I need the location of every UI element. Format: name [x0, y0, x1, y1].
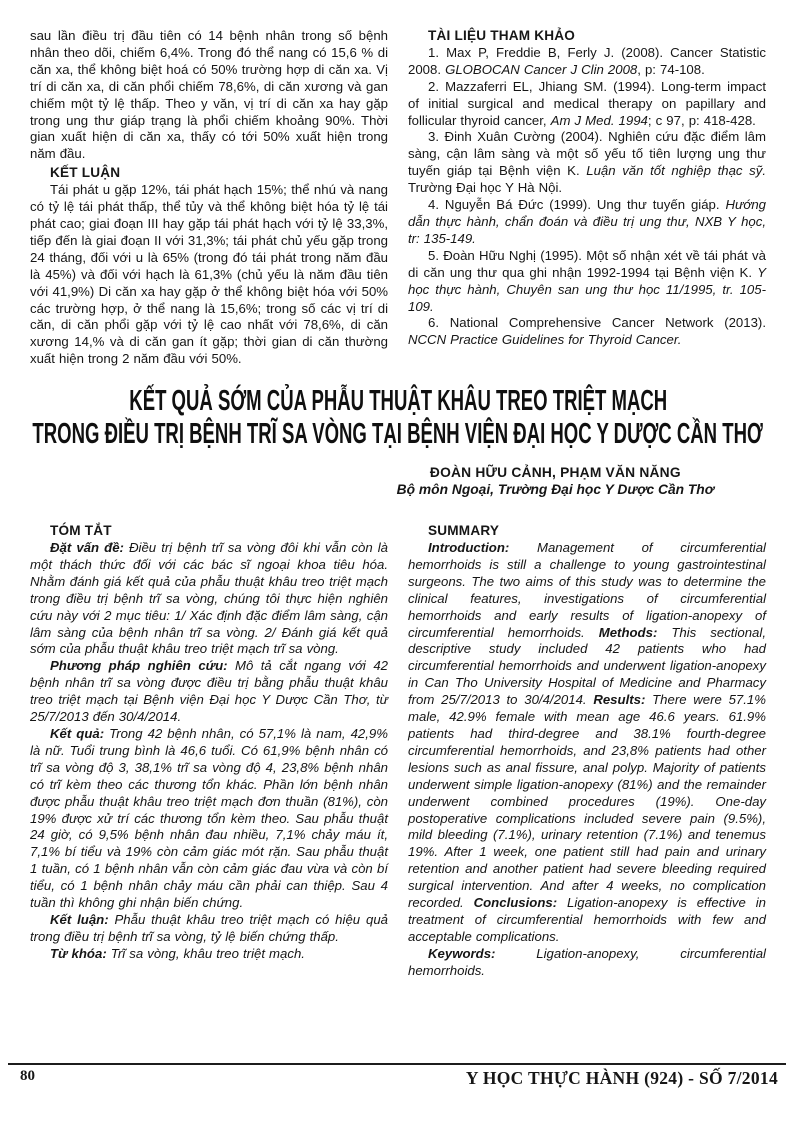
- paragraph-text: Phẫu thuật khâu treo triệt mạch có hiệu quả trong điều trị bệnh trĩ sa vòng, tỷ lệ biến chứng thấp.: [30, 911, 388, 944]
- authors-block: [397, 464, 714, 498]
- abstract-vi-column: [30, 523, 388, 979]
- abstract-en-column: [408, 523, 766, 979]
- paragraph-text: Điều trị bệnh trĩ sa vòng đôi khi vẫn còn là một thách thức đối với các bác sĩ ngoại khoa tiêu hóa. Nhằm đánh giá kết quả của phẫu thuật khâu treo triệt mạch trong điều trị bệnh trĩ sa vòng, chúng tôi thực hiện nghiên cứu này với 2 mục tiêu: 1/ Xác định đặc điểm lâm sàng, cận lâm sàng của bệnh nhân trĩ sa vòng. 2/ Đánh giá kết quả sớm của phẫu thuật khâu treo triệt mạch trĩ sa vòng.: [30, 540, 388, 657]
- abstract-section: [30, 523, 766, 979]
- page-footer: [8, 1063, 786, 1089]
- conclusion-paragraph: Tái phát u gặp 12%, tái phát hạch 15%; thể nhú và nang có tỷ lệ tái phát thấp, thể tủy và thể không biệt hóa tỷ lệ tái phát cao; giai đoạn III hay gặp tái phát hạch với tỷ lệ 33,3%, tiếp đến là giai đoạn II với 31,3%; tái phát chủ yếu gặp trong 24 tháng, đối với u là 65% (trong đó tái phát trong năm đầu là 45%) và đối với hạch là 61,3% (chủ yếu là năm đầu tiên với 41,9%) Di căn xa hay gặp ở thể không biệt hóa với 50% các trường hợp, ở thể nang là 15,6%; trong số các vị trí di căn, di căn phổi gặp với tỷ lệ cao nhất với 78,6%, di căn xương 14,% và di căn gan ít gặp; thời gian di căn thường xuất hiện trong 2 năm đầu với 50%.: [30, 182, 388, 367]
- paragraph-label: Kết luận:: [50, 911, 109, 927]
- paragraph-label: Phương pháp nghiên cứu:: [50, 658, 228, 674]
- abstract-vi-paragraph: [30, 912, 388, 946]
- reference-item: 5. Đoàn Hữu Nghị (1995). Một số nhận xét về tái phát và di căn ung thư qua ghi nhận 1992-1994 tại Bệnh viện K. Y học thực hành, Chuyên san ung thư học 11/1995, tr. 105-109.: [408, 247, 766, 314]
- affiliation-line: Bộ môn Ngoại, Trường Đại học Y Dược Cần Thơ: [396, 482, 714, 498]
- reference-item: 6. National Comprehensive Cancer Network (2013). NCCN Practice Guidelines for Thyroid Cancer.: [408, 315, 766, 348]
- abstract-vi-paragraph: [30, 540, 388, 658]
- reference-item: 1. Max P, Freddie B, Ferly J. (2008). Cancer Statistic 2008. GLOBOCAN Cancer J Clin 2008, p: 74-108.: [408, 44, 766, 77]
- authors-line: ĐOÀN HỮU CẢNH, PHẠM VĂN NĂNG: [429, 465, 681, 481]
- keywords-text: Ligation-anopexy, circumferential hemorrhoids.: [408, 945, 766, 978]
- abstract-vi-keywords: [30, 946, 388, 963]
- abstract-en-body: Introduction: Management of circumferential hemorrhoids is still a challenge to young gastrointestinal surgeons. The two aims of this study was to determine the clinical features, investigations of circumferential hemorrhoids and early results of ligation-anopexy of circumferential hemorrhoids. Methods: This sectional, descriptive study included 42 patients who had circumferential hemorrhoids and underwent ligation-anopexy in Can Tho University Hospital of Medicine and Pharmacy from 25/7/2013 to 30/4/2014. Results: There were 57.1% male, 42.9% female with mean age 46.6 years. 61.9% patients had third-degree and 38.1% fourth-degree circumferential hemorrhoids, and 23,8% patients had other lesions such as anal fissure, anal polyp. Majority of patients underwent simple ligation-anopexy (81%) and the remainder underwent combined procedures (19%). One-day postoperative complications included severe pain (9.5%), mild bleeding (7.1%), urinary retention (7.1%) and tenemus 19%. After 1 week, one patient still had pain and urinary retention and another patient had severe bleeding required surgical intervention. And after 4 weeks, no complication recorded. Conclusions: Ligation-anopexy is effective in treatment of circumferential hemorrhoids with few and acceptable complications.: [408, 540, 766, 944]
- keywords-label: Từ khóa:: [50, 945, 107, 961]
- body-paragraph: sau lần điều trị đầu tiên có 14 bệnh nhân trong số bệnh nhân theo dõi, chiếm 6,4%. Trong đó thể nang có 15,6 % di căn xa, thể không biệt hoá có 50% trường hợp di căn xa. Vị trí di căn xa, di căn phổi chiếm 78,6%, di căn xương và gan chiếm một tỷ lệ thấp. Theo y văn, vị trí di căn xa hay gặp trong ung thư giáp trạng là phổi chiếm khoảng 90%. Thời gian xuất hiện di căn xa, thấy có tới 50% xuất hiện trong năm đầu.: [30, 28, 388, 162]
- prev-article-left-column: [30, 28, 388, 368]
- top-section: [30, 28, 766, 368]
- journal-title: Y HỌC THỰC HÀNH (924) - SỐ 7/2014: [465, 1068, 778, 1088]
- article-title-line-2: TRONG ĐIỀU TRỊ BỆNH TRĨ SA VÒNG TẠI BỆNH VIỆN ĐẠI HỌC Y DƯỢC CẦN THƠ: [32, 418, 764, 451]
- paragraph-text: Mô tả cắt ngang với 42 bệnh nhân trĩ sa vòng được điều trị bằng phẫu thuật khâu treo triệt mạch tại Bệnh viện Đại học Y Dược Cần Thơ, từ 25/7/2013 đến 30/4/2014.: [30, 658, 388, 725]
- keywords-label: Keywords:: [428, 945, 496, 961]
- abstract-vi-paragraph: [30, 726, 388, 912]
- abstract-vi-paragraph: [30, 658, 388, 726]
- paragraph-label: Kết quả:: [50, 726, 105, 741]
- article-title-line-1: KẾT QUẢ SỚM CỦA PHẪU THUẬT KHÂU TREO TRIỆT MẠCH: [129, 385, 667, 418]
- page-number: 80: [20, 1068, 35, 1084]
- abstract-en-heading: SUMMARY: [428, 523, 500, 539]
- abstract-vi-heading: TÓM TẮT: [50, 523, 112, 539]
- references-column: [408, 28, 766, 368]
- conclusion-heading: KẾT LUẬN: [50, 165, 121, 181]
- paragraph-text: Trong 42 bệnh nhân, có 57,1% là nam, 42,9% là nữ. Tuổi trung bình là 46,6 tuổi. Có 61,9% bệnh nhân có trĩ sa vòng độ 3, 38,1% trĩ sa vòng độ 4, 23,8% bệnh nhân có trĩ kèm theo các thương tổn khác. Phần lớn bệnh nhân được phẫu thuật khâu treo triệt mạch đơn thuần (81%), còn 19% được xử trí các thương tổn kèm theo. Sau phẫu thuật 24 giờ, có 9,5% bệnh nhân đau nhiều, 7,1% chảy máu ít, 7,1% bí tiểu và 19% còn cảm giác mót rặn. Sau phẫu thuật 1 tuần, có 1 bệnh nhân vẫn còn cảm giác đau vừa và còn bí tiểu, có 1 bệnh nhân chảy máu cần phải can thiệp. Sau 4 tuần thì không ghi nhận biến chứng.: [30, 726, 388, 911]
- paragraph-label: Đặt vấn đề:: [50, 540, 124, 556]
- reference-item: 2. Mazzaferri EL, Jhiang SM. (1994). Long-term impact of initial surgical and medical therapy on papillary and follicular thyroid cancer, Am J Med. 1994; c 97, p: 418-428.: [408, 78, 766, 128]
- article-title: [30, 385, 766, 451]
- reference-item: 3. Đinh Xuân Cường (2004). Nghiên cứu đặc điểm lâm sàng, cận lâm sàng và một số yếu tố tiên lượng ung thư tuyến giáp tại Bệnh viện K. Luận văn tốt nghiệp thạc sỹ. Trường Đại học Y Hà Nội.: [408, 129, 766, 196]
- references-heading: TÀI LIỆU THAM KHẢO: [428, 28, 576, 43]
- reference-item: 4. Nguyễn Bá Đức (1999). Ung thư tuyến giáp. Hướng dẫn thực hành, chẩn đoán và điều trị ung thư, NXB Y học, tr: 135-149.: [408, 197, 766, 246]
- keywords-text: Trĩ sa vòng, khâu treo triệt mạch.: [106, 945, 305, 961]
- abstract-en-keywords: [408, 946, 766, 980]
